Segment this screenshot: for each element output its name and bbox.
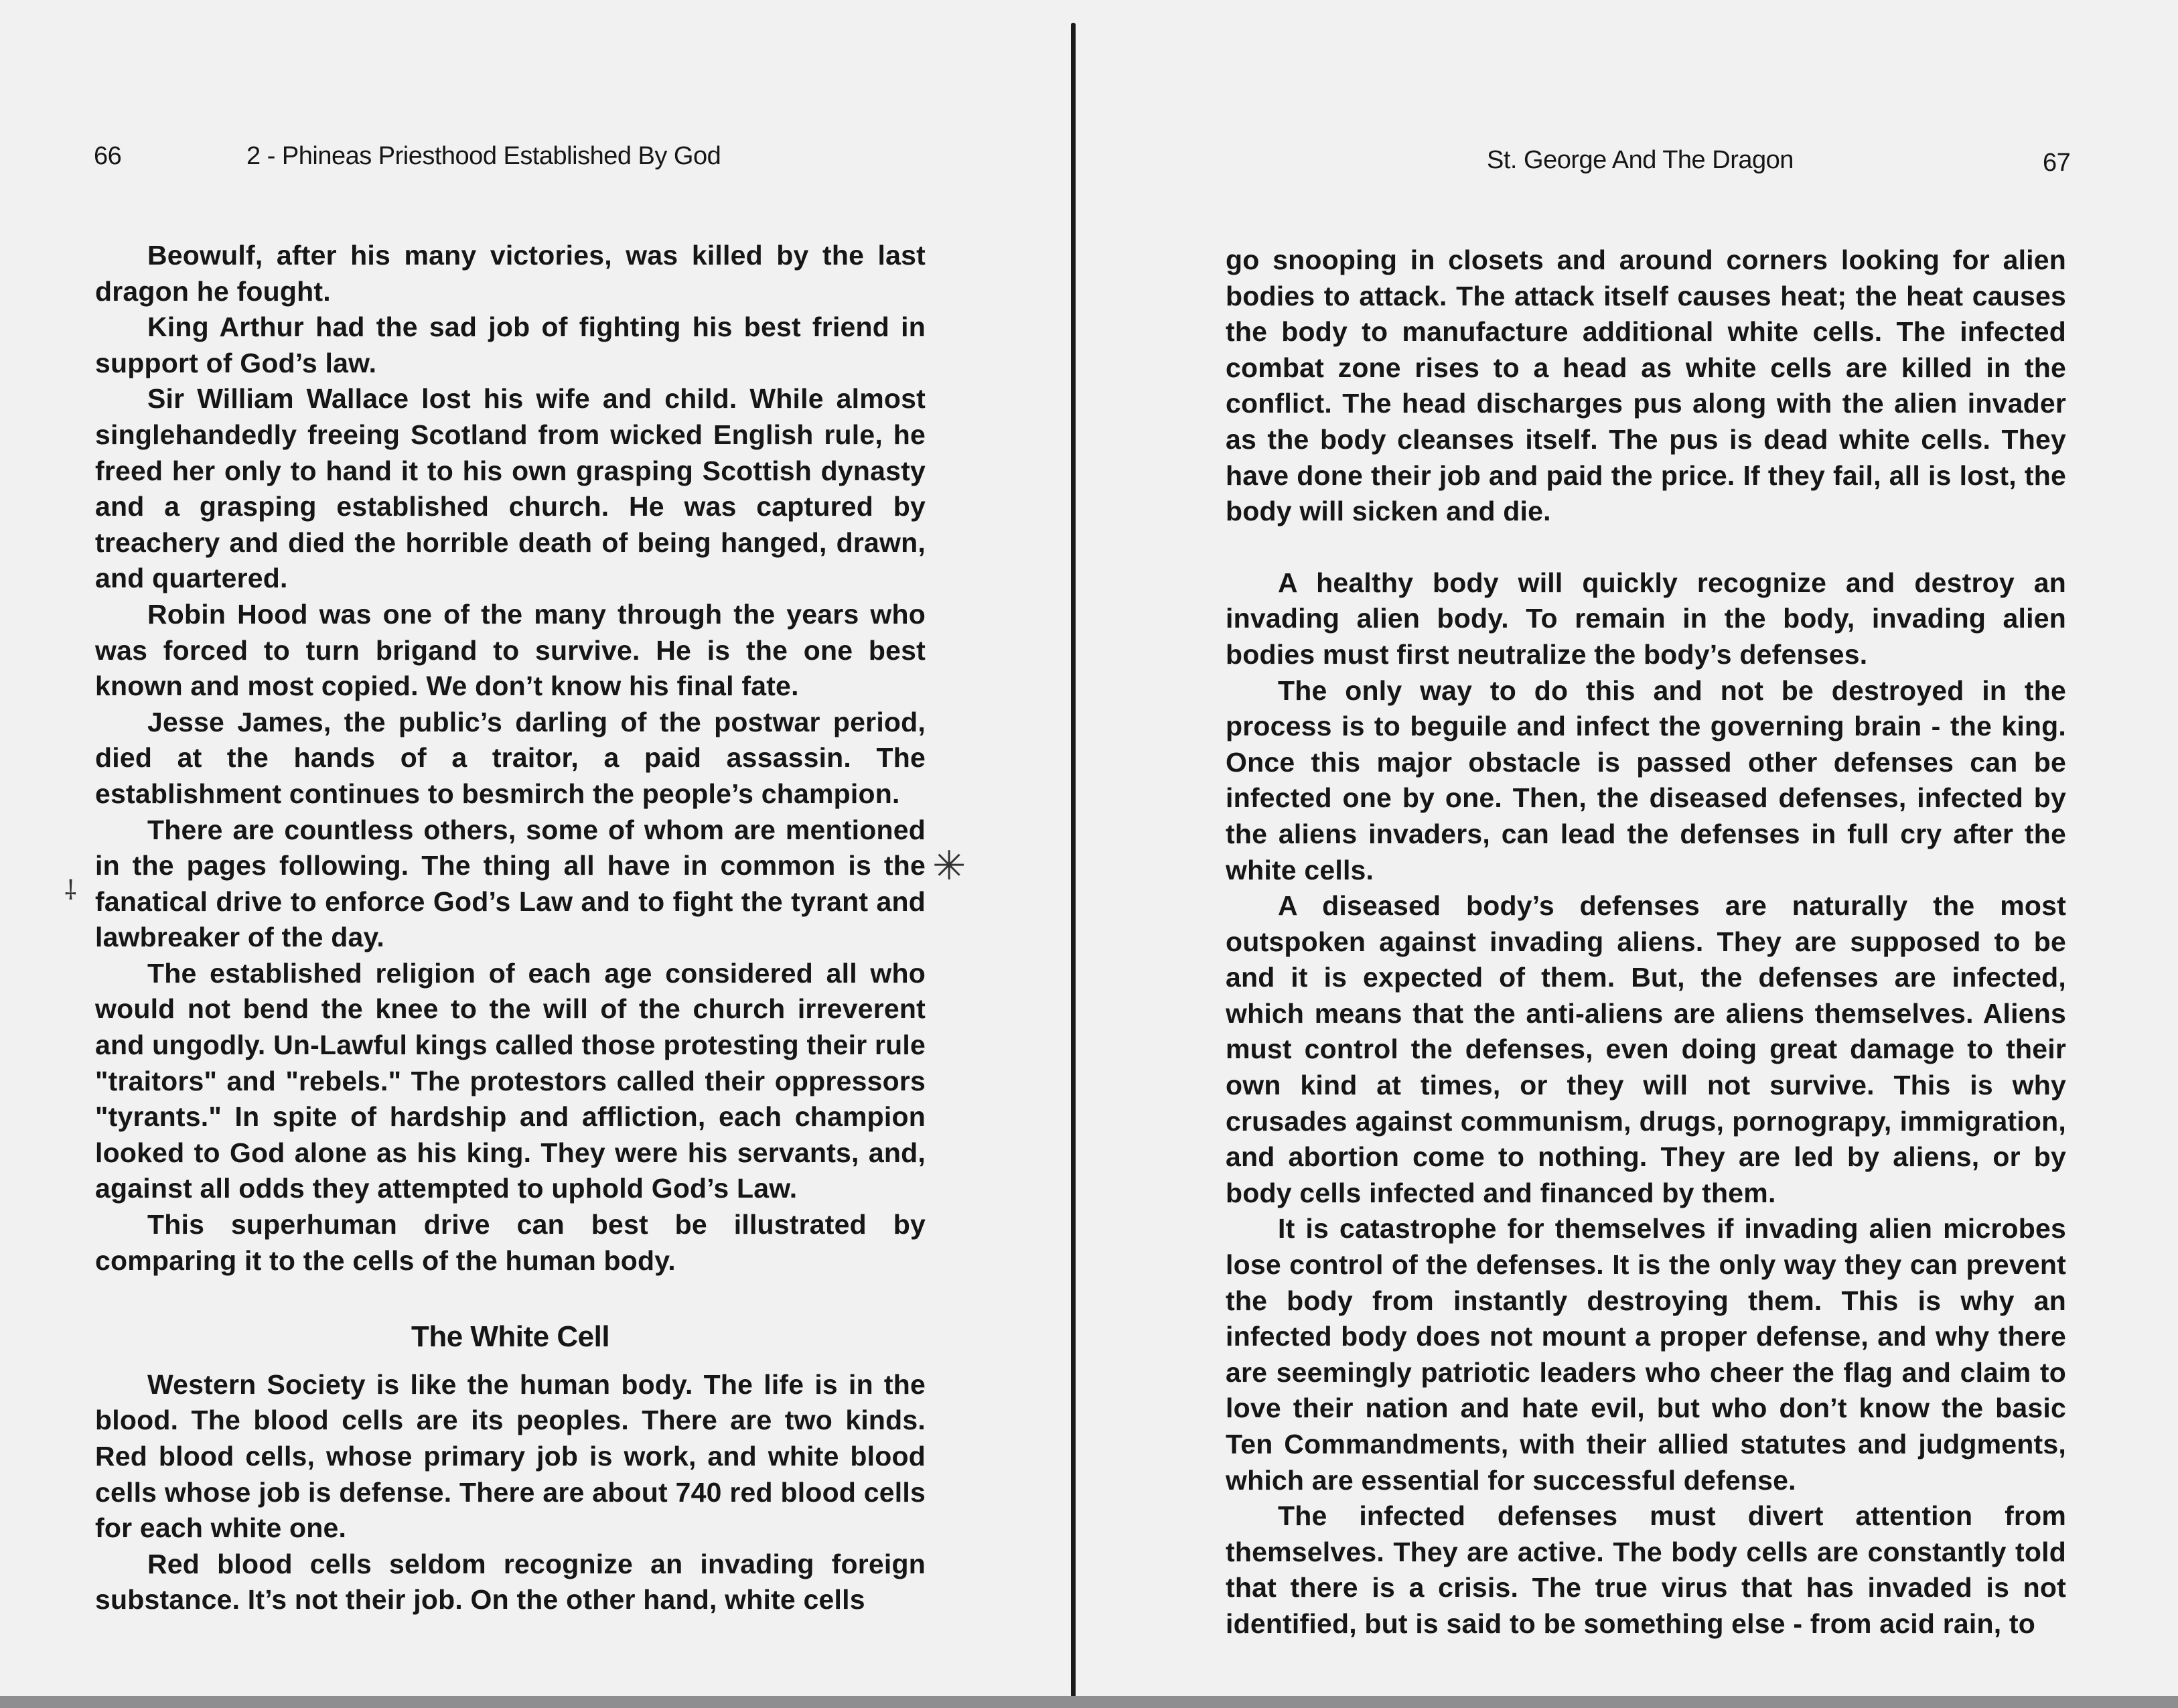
running-head-right: St. George And The Dragon xyxy=(1487,146,1794,174)
paragraph: It is catastrophe for themselves if invading alien microbes lose control of the defenses. It is the only way they can prevent the body from instantly destroying them. This is why an infected body does not mount a proper defense, and why there are seemingly patriotic leaders who cheer the flag and claim to love their nation and hate evil, but who don’t know the basic Ten Commandments, with their allied statutes and judgments, which are essential for successful defense. xyxy=(1226,1213,2066,1496)
paragraph: Sir William Wallace lost his wife and child. While almost singlehandedly freeing Scotland from wicked English rule, he freed her only to hand it to his own grasping Scottish dynasty and a grasping established church. He was captured by treachery and died the horrible death of being hanged, drawn, and quartered. xyxy=(95,383,926,594)
paragraph: King Arthur had the sad job of fighting his best friend in support of God’s law. xyxy=(95,311,926,378)
section-heading: The White Cell xyxy=(411,1320,610,1354)
page-number-right: 67 xyxy=(2043,149,2071,177)
gutter-line xyxy=(1071,23,1076,1697)
paragraph: A healthy body will quickly recognize and destroy an invading alien body. To remain in the body, invading alien bodies must first neutralize the body’s defenses. xyxy=(1226,567,2066,670)
paragraph: Jesse James, the public’s darling of the postwar period, died at the hands of a traitor, a paid assassin. The establishment continues to besmirch the people’s champion. xyxy=(95,706,926,809)
margin-tick-mark: ⸸ xyxy=(64,876,77,906)
page-number-left: 66 xyxy=(94,142,122,170)
left-page-body xyxy=(95,238,926,1618)
margin-asterisk-mark: ✳ xyxy=(932,843,966,888)
running-head-left: 2 - Phineas Priesthood Established By God xyxy=(246,142,721,170)
paragraph: There are countless others, some of whom are mentioned in the pages following. The thing all have in common is the fanatical drive to enforce God’s Law and to fight the tyrant and lawbreaker of the day. xyxy=(95,814,926,953)
paragraph: The only way to do this and not be destroyed in the process is to beguile and infect the governing brain - the king. Once this major obstacle is passed other defenses can be infected one by one. Then, the diseased defenses, infected by the aliens invaders, can lead the defenses in full cry after the white cells. xyxy=(1226,674,2066,885)
paragraph: Robin Hood was one of the many through the years who was forced to turn brigand to survive. He is the one best known and most copied. We don’t know his final fate. xyxy=(95,598,926,702)
paragraph: The infected defenses must divert attention from themselves. They are active. The body cells are constantly told that there is a crisis. The true virus that has invaded is not identified, but is said to be something else - from acid rain, to xyxy=(1226,1500,2066,1639)
paragraph: The established religion of each age considered all who would not bend the knee to the will of the church irreverent and ungodly. Un-Lawful kings called those protesting their rule "traitors" and "rebels." The protestors called their oppressors "tyrants." In spite of hardship and affliction, each champion looked to God alone as his king. They were his servants, and, against all odds they attempted to uphold God’s Law. xyxy=(95,957,926,1204)
paragraph: go snooping in closets and around corners looking for alien bodies to attack. The attack itself causes heat; the heat causes the body to manufacture additional white cells. The infected combat zone rises to a head as white cells are killed in the conflict. The head discharges pus along with the alien invader as the body cleanses itself. The pus is dead white cells. They have done their job and paid the price. If they fail, all is lost, the body will sicken and die. xyxy=(1226,244,2066,527)
right-page-body xyxy=(1226,242,2066,1642)
paragraph: Beowulf, after his many victories, was killed by the last dragon he fought. xyxy=(95,240,926,307)
paragraph-gap xyxy=(1226,530,2066,565)
scan-bottom-edge xyxy=(0,1696,2178,1708)
left-page xyxy=(0,0,1072,1688)
paragraph: A diseased body’s defenses are naturally the most outspoken against invading aliens. They are supposed to be and it is expected of them. But, the defenses are infected, which means that the anti-aliens are aliens themselves. Aliens must control the defenses, even doing great damage to their own kind at times, or they will not survive. This is why crusades against communism, drugs, pornograpy, immigration, and abortion come to nothing. They are led by aliens, or by body cells infected and financed by them. xyxy=(1226,890,2066,1208)
paragraph: Red blood cells seldom recognize an invading foreign substance. It’s not their job. On the other hand, white cells xyxy=(95,1548,926,1616)
paragraph: Western Society is like the human body. The life is in the blood. The blood cells are its peoples. There are two kinds. Red blood cells, whose primary job is work, and white blood cells whose job is defense. There are about 740 red blood cells for each white one. xyxy=(95,1368,926,1544)
paragraph: This superhuman drive can best be illustrated by comparing it to the cells of the human body. xyxy=(95,1209,926,1276)
